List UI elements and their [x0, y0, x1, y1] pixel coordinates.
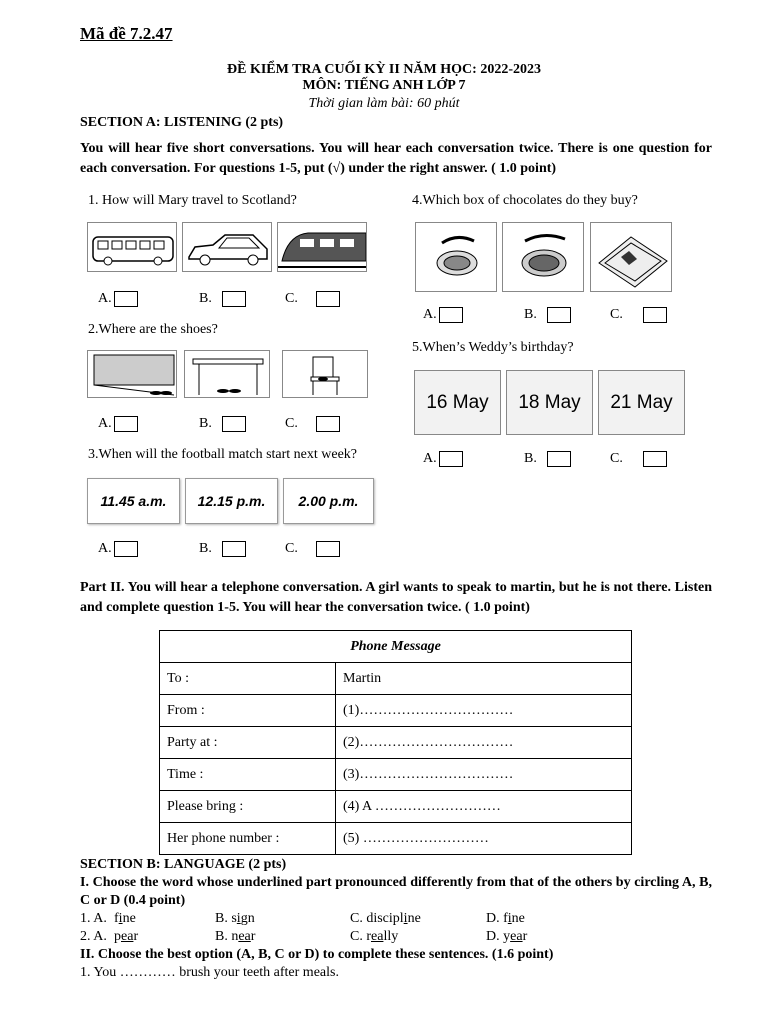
date-option-3: 21 May	[598, 370, 685, 435]
time-option-1: 11.45 a.m.	[87, 478, 180, 524]
option-label: A.	[98, 291, 112, 307]
q2-option-a[interactable]	[98, 416, 138, 432]
answer-blank[interactable]: (3)……………………………	[336, 759, 632, 791]
option-label: A.	[423, 307, 437, 323]
pron-1-d[interactable]: D. fine	[486, 911, 525, 926]
row-label: Her phone number :	[160, 823, 336, 855]
q3-option-b[interactable]	[199, 541, 246, 557]
section-a-heading: SECTION A: LISTENING (2 pts)	[80, 115, 284, 130]
option-label: C.	[285, 416, 298, 432]
pron-1-a[interactable]: fine	[114, 911, 136, 926]
q2-option-b[interactable]	[199, 416, 246, 432]
train-picture	[277, 222, 367, 272]
car-picture	[182, 222, 272, 272]
q3-option-c[interactable]	[285, 541, 340, 557]
table-row	[160, 759, 632, 791]
option-label: A.	[98, 416, 112, 432]
pron-2-c[interactable]: C. really	[350, 929, 399, 944]
answer-box[interactable]	[114, 291, 138, 307]
question-4: 4.Which box of chocolates do they buy?	[412, 193, 638, 208]
q4-option-a[interactable]	[423, 307, 463, 323]
table-row	[160, 823, 632, 855]
time-option-2: 12.15 p.m.	[185, 478, 278, 524]
time-allowed: Thời gian làm bài: 60 phút	[308, 96, 460, 111]
pron-1-c[interactable]: C. discipline	[350, 911, 421, 926]
row-label: Party at :	[160, 727, 336, 759]
answer-box[interactable]	[222, 541, 246, 557]
answer-box[interactable]	[643, 307, 667, 323]
window-shoes-picture	[87, 350, 177, 398]
date-option-1: 16 May	[414, 370, 501, 435]
option-label: B.	[524, 451, 537, 467]
date-option-2: 18 May	[506, 370, 593, 435]
answer-blank[interactable]: (1)……………………………	[336, 695, 632, 727]
option-label: C.	[610, 451, 623, 467]
part-2-instruction: Part II. You will hear a telephone conversation. A girl wants to speak to martin, but he is not there. Listen and complete question 1-5. You will hear the conversation twice. ( 1.0 point)	[80, 580, 712, 615]
q2-option-c[interactable]	[285, 416, 340, 432]
question-3: 3.When will the football match start next week?	[88, 447, 358, 462]
q5-option-b[interactable]	[524, 451, 571, 467]
option-label: A.	[98, 541, 112, 557]
section-b-part-2: II. Choose the best option (A, B, C or D) to complete these sentences. (1.6 point)	[80, 947, 554, 962]
row-value: Martin	[336, 663, 632, 695]
option-label: B.	[199, 291, 212, 307]
q1-option-a[interactable]	[98, 291, 138, 307]
option-label: B.	[199, 541, 212, 557]
answer-box[interactable]	[316, 416, 340, 432]
answer-box[interactable]	[222, 416, 246, 432]
table-row	[160, 791, 632, 823]
question-1: 1. How will Mary travel to Scotland?	[88, 193, 297, 208]
answer-box[interactable]	[439, 451, 463, 467]
subject-title: MÔN: TIẾNG ANH LỚP 7	[302, 78, 466, 93]
option-label: A.	[423, 451, 437, 467]
q3-option-a[interactable]	[98, 541, 138, 557]
table-row	[160, 727, 632, 759]
row-label: To :	[160, 663, 336, 695]
pron-2-b[interactable]: B. near	[215, 929, 256, 944]
table-row	[160, 695, 632, 727]
option-label: C.	[610, 307, 623, 323]
q1-option-c[interactable]	[285, 291, 340, 307]
sentence-1: 1. You ………… brush your teeth after meals.	[80, 965, 339, 980]
section-a-instruction: You will hear five short conversations. You will hear each conversation twice. There is one question for each conversation. For questions 1-5, put (√) under the right answer. ( 1.0 point)	[80, 141, 712, 176]
answer-box[interactable]	[114, 416, 138, 432]
q5-option-a[interactable]	[423, 451, 463, 467]
table-shoes-picture	[184, 350, 270, 398]
bus-picture	[87, 222, 177, 272]
question-5: 5.When’s Weddy’s birthday?	[412, 340, 574, 355]
chair-shoes-picture	[282, 350, 368, 398]
answer-box[interactable]	[316, 291, 340, 307]
q4-option-c[interactable]	[610, 307, 667, 323]
answer-box[interactable]	[316, 541, 340, 557]
row-label: Time :	[160, 759, 336, 791]
answer-box[interactable]	[547, 451, 571, 467]
pron-row-1-num: 1. A.	[80, 911, 107, 926]
row-label: Please bring :	[160, 791, 336, 823]
pron-2-a[interactable]: pear	[114, 929, 139, 944]
q4-option-b[interactable]	[524, 307, 571, 323]
exam-code: Mã đề 7.2.47	[80, 24, 173, 43]
row-label: From :	[160, 695, 336, 727]
answer-blank[interactable]: (5) ………………………	[336, 823, 632, 855]
option-label: C.	[285, 541, 298, 557]
option-label: B.	[199, 416, 212, 432]
chocolate-box-round-1-picture	[415, 222, 497, 292]
exam-title: ĐỀ KIỂM TRA CUỐI KỲ II NĂM HỌC: 2022-2023	[227, 62, 541, 77]
answer-blank[interactable]: (4) A ………………………	[336, 791, 632, 823]
section-b-part-1: I. Choose the word whose underlined part pronounced differently from that of the others by circling A, B, C or D (0.4 point)	[80, 875, 712, 908]
table-row	[160, 663, 632, 695]
answer-box[interactable]	[114, 541, 138, 557]
phone-message-table	[159, 630, 632, 855]
pron-row-2-num: 2. A.	[80, 929, 107, 944]
chocolate-box-square-picture	[590, 222, 672, 292]
answer-box[interactable]	[643, 451, 667, 467]
time-option-3: 2.00 p.m.	[283, 478, 374, 524]
option-label: B.	[524, 307, 537, 323]
answer-box[interactable]	[222, 291, 246, 307]
pron-2-d[interactable]: D. year	[486, 929, 528, 944]
section-b-heading: SECTION B: LANGUAGE (2 pts)	[80, 857, 287, 872]
answer-blank[interactable]: (2)……………………………	[336, 727, 632, 759]
question-2: 2.Where are the shoes?	[88, 322, 218, 337]
q5-option-c[interactable]	[610, 451, 667, 467]
phone-message-title: Phone Message	[160, 631, 632, 663]
pron-1-b[interactable]: B. sign	[215, 911, 255, 926]
answer-box[interactable]	[547, 307, 571, 323]
chocolate-box-round-2-picture	[502, 222, 584, 292]
option-label: C.	[285, 291, 298, 307]
q1-option-b[interactable]	[199, 291, 246, 307]
answer-box[interactable]	[439, 307, 463, 323]
